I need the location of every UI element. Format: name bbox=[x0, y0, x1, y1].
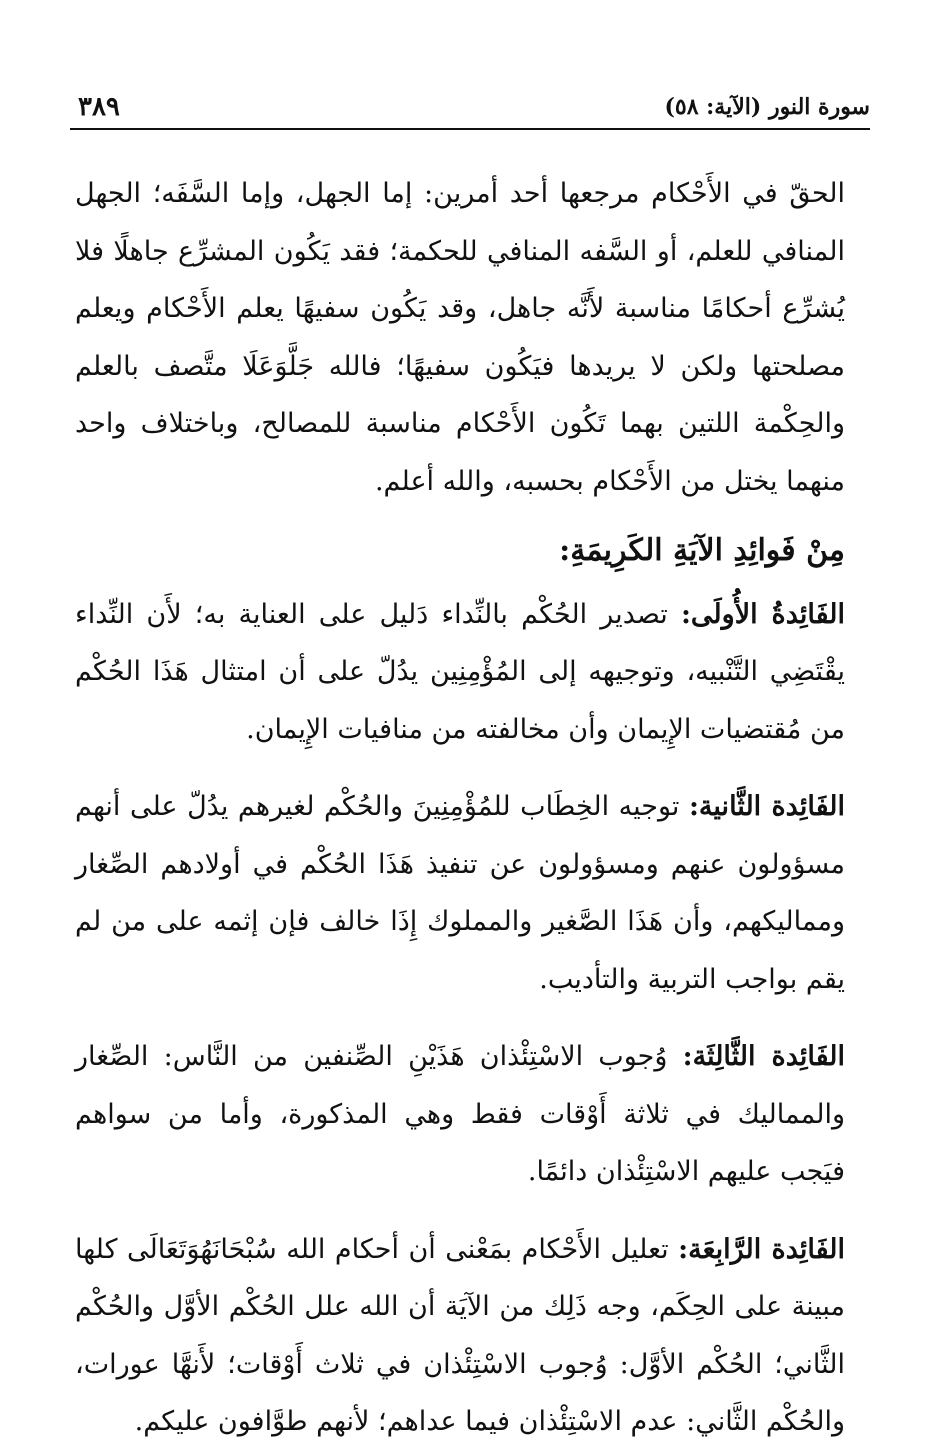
intro-paragraph: الحقّ في الأَحْكام مرجعها أحد أمرين: إما الجهل، وإما السَّفَه؛ الجهل المنافي للعلم، أو السَّفه المنافي للحكمة؛ فقد يَكُون المشرِّع جاهلًا فلا يُشرِّع أحكامًا مناسبة لأَنَّه جاهل، وقد يَكُون سفيهًا يعلم الأَحْكام ويعلم مصلحتها ولكن لا يريدها فيَكُون سفيهًا؛ فالله جَلَّوَعَلَا متَّصف بالعلم والحِكْمة اللتين بهما تَكُون الأَحْكام مناسبة للمصالح، وباختلاف واحد منهما يختل من الأَحْكام بحسبه، والله أعلم. bbox=[75, 178, 845, 497]
benefit-paragraph-1 bbox=[75, 586, 845, 759]
benefit-text: تصدير الحُكْم بالنِّداء دَليل على العناية به؛ لأَن النِّداء يقْتَضِي التَّنْبيه، وتوجيهه إلى المُؤْمِنِين يدُلّ على أن امتثال هَذَا الحُكْم من مُقتضيات الإِيمان وأن مخالفته من منافيات الإِيمان. bbox=[75, 598, 845, 745]
running-title: سورة النور (الآية: ٥٨) bbox=[664, 94, 870, 120]
section-heading: مِنْ فَوائِدِ الآيَةِ الكَرِيمَةِ: bbox=[559, 533, 845, 568]
benefit-text: وُجوب الاسْتِئْذان هَذَيْنِ الصِّنفين من النَّاس: الصِّغار والمماليك في ثلاثة أَوْقات فقط وهي المذكورة، وأما من سواهم فيَجب عليهم الاسْتِئْذان دائمًا. bbox=[75, 1041, 845, 1187]
benefit-paragraph-2 bbox=[75, 778, 845, 1008]
page-number: ٣٨٩ bbox=[78, 92, 120, 122]
benefit-label: الفَائِدة الثَّانية: bbox=[688, 791, 845, 822]
page-header bbox=[70, 88, 870, 130]
benefit-label: الفَائِدة الرَّابِعَة: bbox=[678, 1233, 845, 1265]
benefit-paragraph-3 bbox=[75, 1028, 845, 1201]
benefit-text: توجيه الخِطَاب للمُؤْمِنِينَ والحُكْم لغيرهم يدُلّ على أنهم مسؤولون عنهم ومسؤولون عن تنفيذ هَذَا الحُكْم في أولادهم الصِّغار ومماليكهم، وأن هَذَا الصَّغير والمملوك إِذَا خالف فإن إثمه على من لم يقم بواجب التربية والتأديب. bbox=[75, 791, 845, 995]
benefit-label: الفَائِدةُ الأُولَى: bbox=[680, 598, 846, 630]
benefit-text: تعليل الأَحْكام بمَعْنى أن أحكام الله سُبْحَانَهُوَتَعَالَى كلها مبينة على الحِكَم، وجه ذَلِك من الآيَة أن الله علل الحُكْم الأوَّل والحُكْم الثَّاني؛ الحُكْم الأوَّل: وُجوب الاسْتِئْذان في ثلاث أَوْقات؛ لأَنهَّا عورات، والحُكْم الثَّاني: عدم الاسْتِئْذان فيما عداهم؛ لأنهم طوَّافون عليكم. bbox=[75, 1233, 845, 1437]
benefit-label: الفَائِدة الثَّالِثَة: bbox=[682, 1041, 845, 1072]
page-body bbox=[75, 165, 845, 1451]
benefit-paragraph-4 bbox=[75, 1221, 845, 1451]
